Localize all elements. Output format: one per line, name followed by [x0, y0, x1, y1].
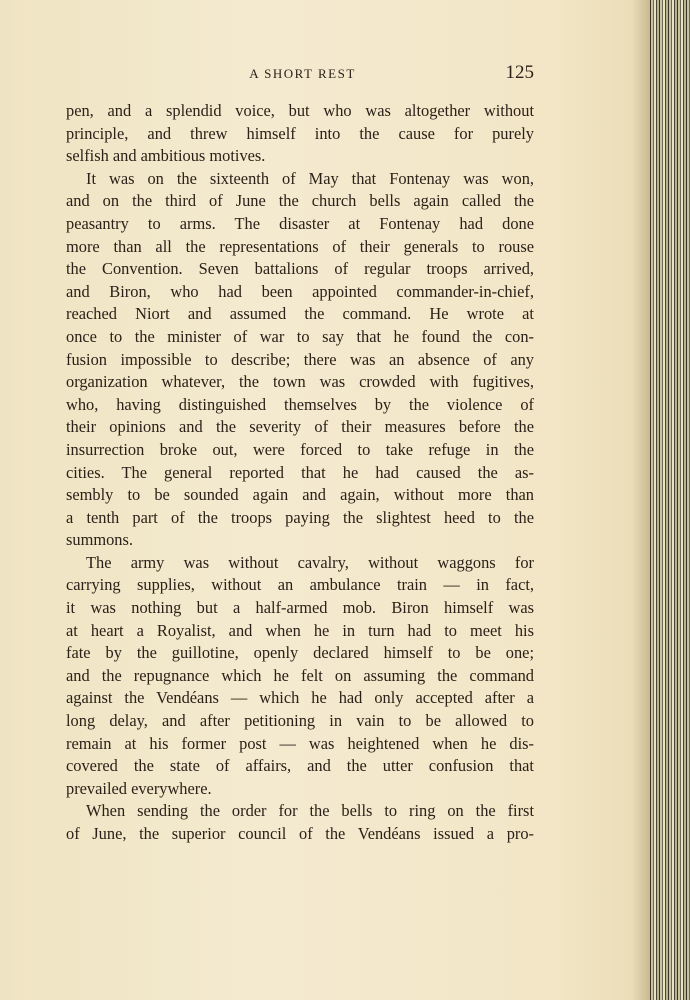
- text-line: fusion impossible to describe; there was an absence of any: [66, 349, 534, 369]
- text-line: selfish and ambitious motives.: [66, 146, 266, 166]
- text-line: peasantry to arms. The disaster at Fontenay had done: [66, 213, 534, 233]
- text-line: it was nothing but a half-armed mob. Biron himself was: [66, 598, 534, 618]
- page-stack-edge: [650, 0, 690, 1000]
- running-head: [66, 62, 534, 88]
- text-line: remain at his former post — was heightened when he dis-: [66, 733, 534, 753]
- text-line: of June, the superior council of the Vendéans issued a pro-: [66, 824, 534, 843]
- text-line: sembly to be sounded again and again, without more than: [66, 485, 534, 505]
- text-line: When sending the order for the bells to ring on the first: [86, 801, 534, 821]
- text-line: principle, and threw himself into the cause for purely: [66, 123, 534, 143]
- text-line: carrying supplies, without an ambulance train — in fact,: [66, 575, 534, 595]
- gutter-shadow: [632, 0, 652, 1000]
- text-line: insurrection broke out, were forced to take refuge in the: [66, 439, 534, 459]
- running-title: A SHORT REST: [249, 66, 356, 81]
- text-line: cities. The general reported that he had caused the as-: [66, 462, 534, 482]
- text-line: pen, and a splendid voice, but who was altogether without: [66, 101, 534, 120]
- page-number: 125: [505, 62, 534, 83]
- text-line: once to the minister of war to say that he found the con-: [66, 326, 534, 346]
- text-line: fate by the guillotine, openly declared himself to be one;: [66, 643, 534, 663]
- body-text: [66, 100, 534, 846]
- text-line: against the Vendéans — which he had only accepted after a: [66, 688, 534, 708]
- text-line: a tenth part of the troops paying the slightest heed to the: [66, 507, 534, 527]
- text-line: prevailed everywhere.: [66, 778, 212, 798]
- text-line: and the repugnance which he felt on assuming the command: [66, 665, 534, 685]
- text-line: organization whatever, the town was crowded with fugitives,: [66, 372, 534, 392]
- text-line: their opinions and the severity of their measures before the: [66, 417, 534, 437]
- text-line: and Biron, who had been appointed commander-in-chief,: [66, 281, 534, 301]
- text-line: and on the third of June the church bells again called the: [66, 191, 534, 211]
- text-line: reached Niort and assumed the command. He wrote at: [66, 304, 534, 324]
- text-line: It was on the sixteenth of May that Fontenay was won,: [86, 168, 534, 188]
- text-line: covered the state of affairs, and the utter confusion that: [66, 756, 534, 776]
- text-line: summons.: [66, 530, 133, 550]
- text-line: long delay, and after petitioning in vain to be allowed to: [66, 711, 534, 731]
- text-line: who, having distinguished themselves by the violence of: [66, 394, 534, 414]
- text-line: the Convention. Seven battalions of regular troops arrived,: [66, 259, 534, 279]
- text-line: more than all the representations of their generals to rouse: [66, 236, 534, 256]
- text-line: The army was without cavalry, without waggons for: [86, 552, 534, 572]
- text-line: at heart a Royalist, and when he in turn had to meet his: [66, 620, 534, 640]
